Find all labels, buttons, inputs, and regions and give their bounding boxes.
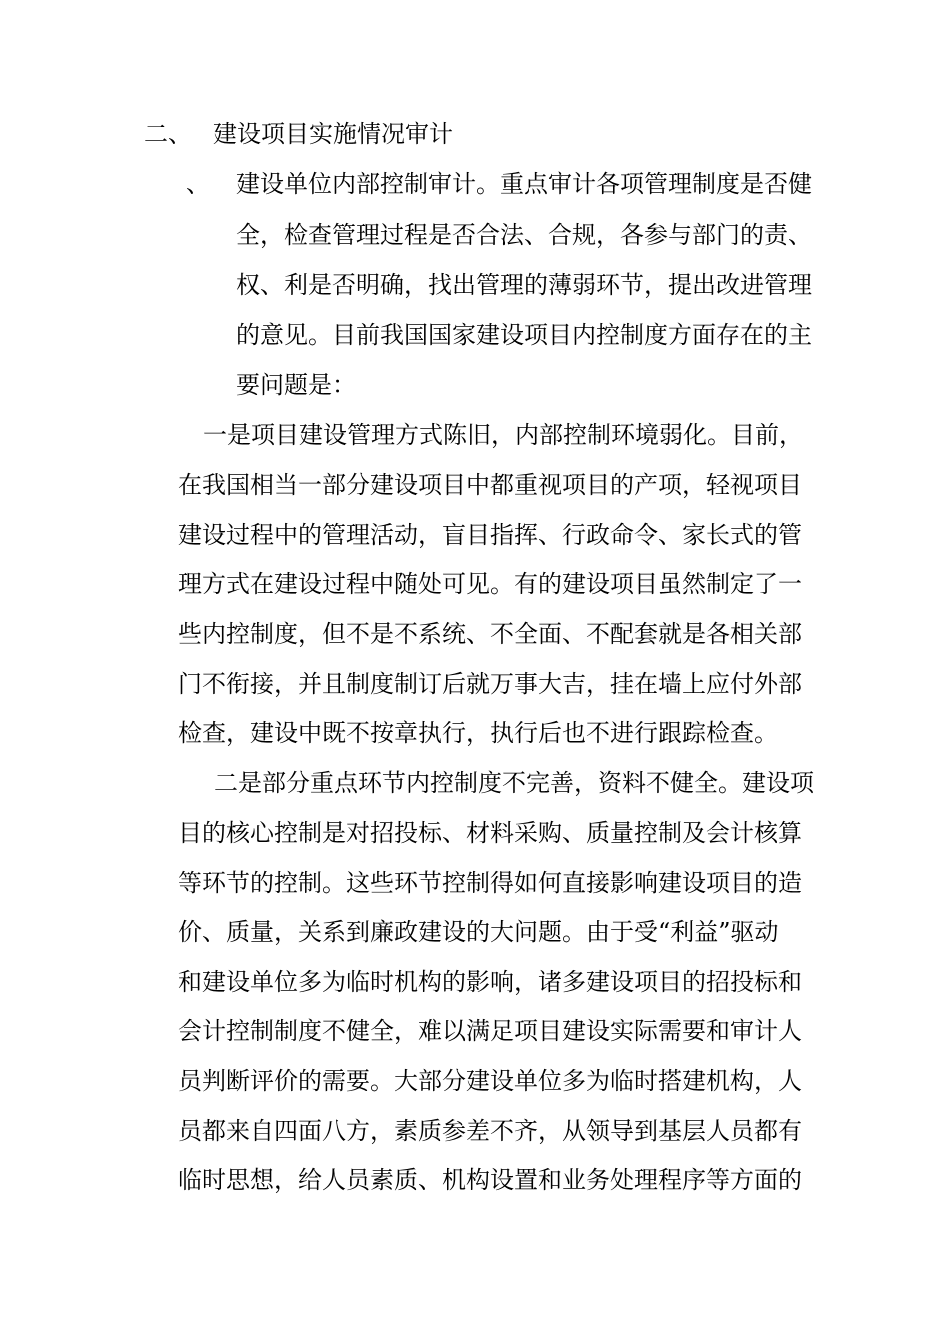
section-title: 建设项目实施情况审计: [213, 120, 453, 148]
list-item-line: 权、利是否明确，找出管理的薄弱环节，提出改进管理: [236, 271, 812, 299]
paragraph-line: 等环节的控制。这些环节控制得如何直接影响建设项目的造: [178, 869, 802, 897]
list-item-line: 的意见。目前我国国家建设项目内控制度方面存在的主: [236, 321, 812, 349]
paragraph-line: 些内控制度，但不是不系统、不全面、不配套就是各相关部: [178, 620, 802, 648]
paragraph-line: 二是部分重点环节内控制度不完善，资料不健全。建设项: [214, 769, 814, 797]
paragraph-line: 员判断评价的需要。大部分建设单位多为临时搭建机构，人: [178, 1067, 802, 1095]
paragraph-line: 理方式在建设过程中随处可见。有的建设项目虽然制定了一: [178, 570, 802, 598]
paragraph-line: 目的核心控制是对招投标、材料采购、质量控制及会计核算: [178, 819, 802, 847]
paragraph-line: 价、质量，关系到廉政建设的大问题。由于受“利益”驱动: [178, 918, 779, 946]
paragraph-line: 建设过程中的管理活动，盲目指挥、行政命令、家长式的管: [178, 521, 802, 549]
list-item-line: 全，检查管理过程是否合法、合规，各参与部门的责、: [236, 221, 812, 249]
section-number: 二、: [144, 120, 192, 148]
paragraph-line: 临时思想，给人员素质、机构设置和业务处理程序等方面的: [178, 1166, 802, 1194]
list-item-line: 建设单位内部控制审计。重点审计各项管理制度是否健: [236, 170, 812, 198]
paragraph-line: 在我国相当一部分建设项目中都重视项目的产项，轻视项目: [178, 471, 802, 499]
paragraph-line: 一是项目建设管理方式陈旧，内部控制环境弱化。目前，: [203, 421, 803, 449]
list-bullet: 、: [186, 170, 210, 198]
list-item-line: 要问题是：: [236, 371, 356, 399]
paragraph-line: 检查，建设中既不按章执行，执行后也不进行跟踪检查。: [178, 719, 778, 747]
paragraph-line: 和建设单位多为临时机构的影响，诸多建设项目的招投标和: [178, 968, 802, 996]
paragraph-line: 员都来自四面八方，素质参差不齐，从领导到基层人员都有: [178, 1117, 802, 1145]
paragraph-line: 门不衔接，并且制度制订后就万事大吉，挂在墙上应付外部: [178, 670, 802, 698]
paragraph-line: 会计控制制度不健全，难以满足项目建设实际需要和审计人: [178, 1017, 802, 1045]
